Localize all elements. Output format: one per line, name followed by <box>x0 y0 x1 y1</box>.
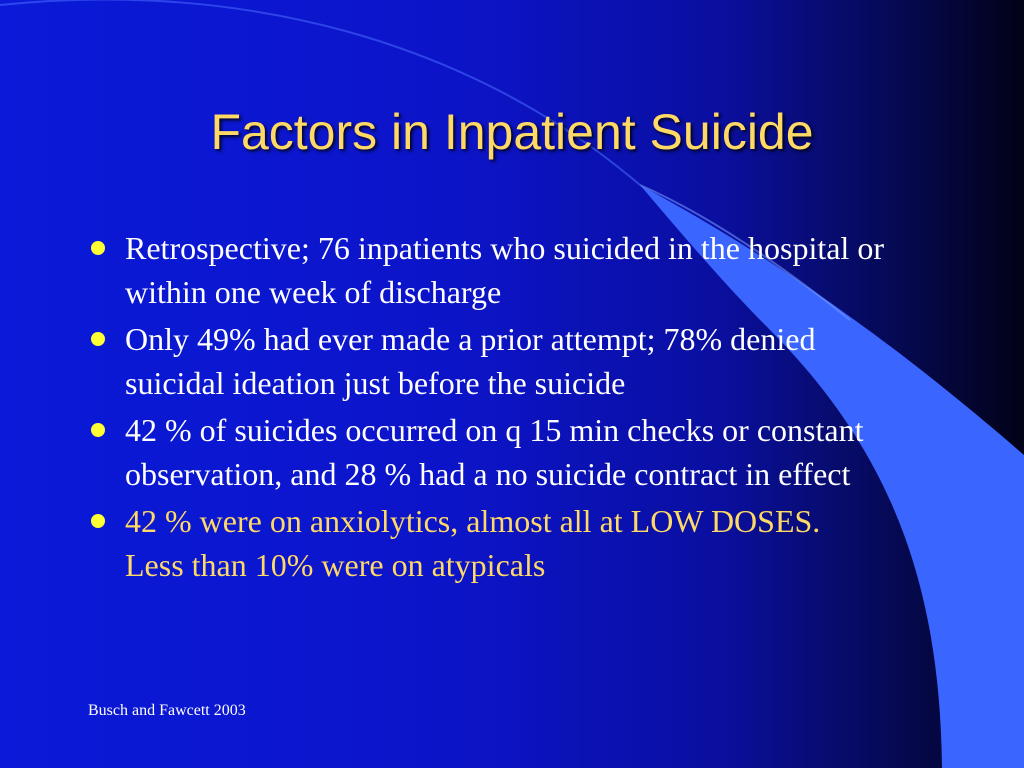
bullet-text: 42 % of suicides occurred on q 15 min checks or constant observation, and 28 % had a no suicide contract in effect <box>125 412 864 492</box>
bullet-item <box>88 317 918 405</box>
bullet-text: 42 % were on anxiolytics, almost all at LOW DOSES. Less than 10% were on atypicals <box>125 503 869 583</box>
bullet-dot-icon <box>91 241 105 255</box>
bullet-item-highlighted <box>88 499 918 587</box>
slide-title: Factors in Inpatient Suicide <box>210 104 814 160</box>
bullet-item <box>88 226 918 314</box>
bullet-item <box>88 408 918 496</box>
bullet-dot-icon <box>91 423 105 437</box>
bullet-list <box>88 226 918 590</box>
bullet-text: Only 49% had ever made a prior attempt; 78% denied suicidal ideation just before the suicide <box>125 321 816 401</box>
bullet-dot-icon <box>91 514 105 528</box>
bullet-dot-icon <box>91 332 105 346</box>
citation: Busch and Fawcett 2003 <box>88 702 246 719</box>
bullet-text: Retrospective; 76 inpatients who suicided in the hospital or within one week of discharge <box>125 230 884 310</box>
